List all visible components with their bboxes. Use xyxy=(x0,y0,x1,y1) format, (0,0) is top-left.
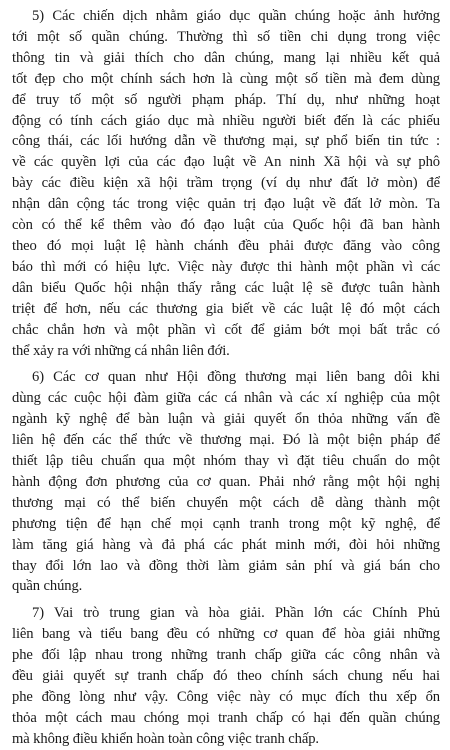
text-line: dùng các cuộc hội đàm giữa các cá nhân và các xí nghiệp của một xyxy=(12,390,440,407)
text-line: liên bang và tiểu bang đều có những cơ quan để hòa giải những xyxy=(12,626,440,643)
text-line: còn có thể kể thêm vào đó đạo luật của Quốc hội đã ban hành xyxy=(12,217,440,234)
text-line: thương mại có thể biến chuyển một cách dễ dàng thành một xyxy=(12,494,440,511)
text-line: làm tăng giá hàng và đả phá các phát minh mới, đòi hỏi những xyxy=(12,536,440,553)
text-line: 5) Các chiến dịch nhằm giáo dục quần chúng hoặc ảnh hưởng xyxy=(32,8,440,24)
text-line: mà không điều khiển hoàn toàn công việc tranh chấp. xyxy=(12,730,319,747)
text-line: dân biểu Quốc hội nhận thấy rằng các luật lệ sẽ được tuân hành xyxy=(12,279,440,296)
text-line: về các quyền lợi của các đạo luật về An ninh Xã hội và sự phô xyxy=(12,154,440,171)
text-line: thông tin và giải thích cho dân chúng, mang lại nhiều kết quả xyxy=(12,49,440,66)
text-line: liên hệ đến các thể thức về thương mại. Đó là một biện pháp để xyxy=(12,432,440,449)
text-line: thay đổi lớn lao và đồng thời làm giảm sản phí và giá bán cho xyxy=(12,557,440,574)
text-line: báo thì mới có hiệu lực. Việc này được thi hành một phần vì các xyxy=(12,258,440,275)
text-line: để truy tố một số người phạm pháp. Thí dụ, như những hoạt xyxy=(12,91,440,108)
text-line: phương tiện để hạn chế mọi cạnh tranh trong một kỹ nghệ, để xyxy=(12,515,440,532)
text-line: chắc chắn hơn và một phần vì cốt để giảm bớt mọi bất trắc có xyxy=(12,321,440,338)
text-line: thỏa một cách mau chóng mọi tranh chấp có hại đến quần chúng xyxy=(12,709,440,726)
text-line: thể xảy ra với những cá nhân liên đới. xyxy=(12,342,230,359)
paragraph-5 xyxy=(12,6,440,361)
text-line: phe đối lập nhau trong những tranh chấp giữa các công nhân và xyxy=(12,647,440,664)
text-line: tới một số quần chúng. Thường thì số tiền chi dụng trong việc xyxy=(12,28,440,45)
text-line: hành động đơn phương của cơ quan. Phải nhớ rằng một hội nghị xyxy=(12,473,440,490)
text-line: công thái, các lối hướng dẫn về thương mại, sự phổ biến tin tức : xyxy=(12,133,440,150)
paragraph-6 xyxy=(12,367,440,597)
text-line: thiết lập tiêu chuẩn qua một nhóm thay vì đặt tiêu chuẩn do một xyxy=(12,453,440,470)
text-line: ngành kỹ nghệ để bàn luận và giải quyết ổn thỏa những vấn đề xyxy=(12,411,440,428)
text-line: 6) Các cơ quan như Hội đồng thương mại liên bang dôi khi xyxy=(32,369,440,386)
text-line: quần chúng. xyxy=(12,578,83,595)
text-line: đều giải quyết sự tranh chấp đó theo chính sách chung nếu hai xyxy=(12,668,440,685)
text-line: tốt đẹp cho một chính sách hơn là cùng một số tiền mà đem dùng xyxy=(12,70,440,87)
text-line: động có tính cách giáo dục mà nhiều người biết đến là các phiếu xyxy=(12,112,440,129)
text-line: 7) Vai trò trung gian và hòa giải. Phần lớn các Chính Phủ xyxy=(32,605,440,622)
text-line: phe đồng lòng như vậy. Công việc này có mục đích thu xếp ổn xyxy=(12,689,440,705)
text-line: theo đó mọi luật lệ hành chánh đều phải được đăng vào công xyxy=(12,237,440,254)
text-line: bày các điều kiện xã hội trầm trọng (ví dụ như đất lở mòn) để xyxy=(12,175,440,192)
text-line: triệt để hơn, nếu các thương gia biết về các luật lệ đó một cách xyxy=(12,300,440,317)
paragraph-7 xyxy=(12,603,440,749)
text-line: nhận dân cộng tác trong việc quản trị đạo luật về đất lở mòn. Ta xyxy=(12,196,440,213)
